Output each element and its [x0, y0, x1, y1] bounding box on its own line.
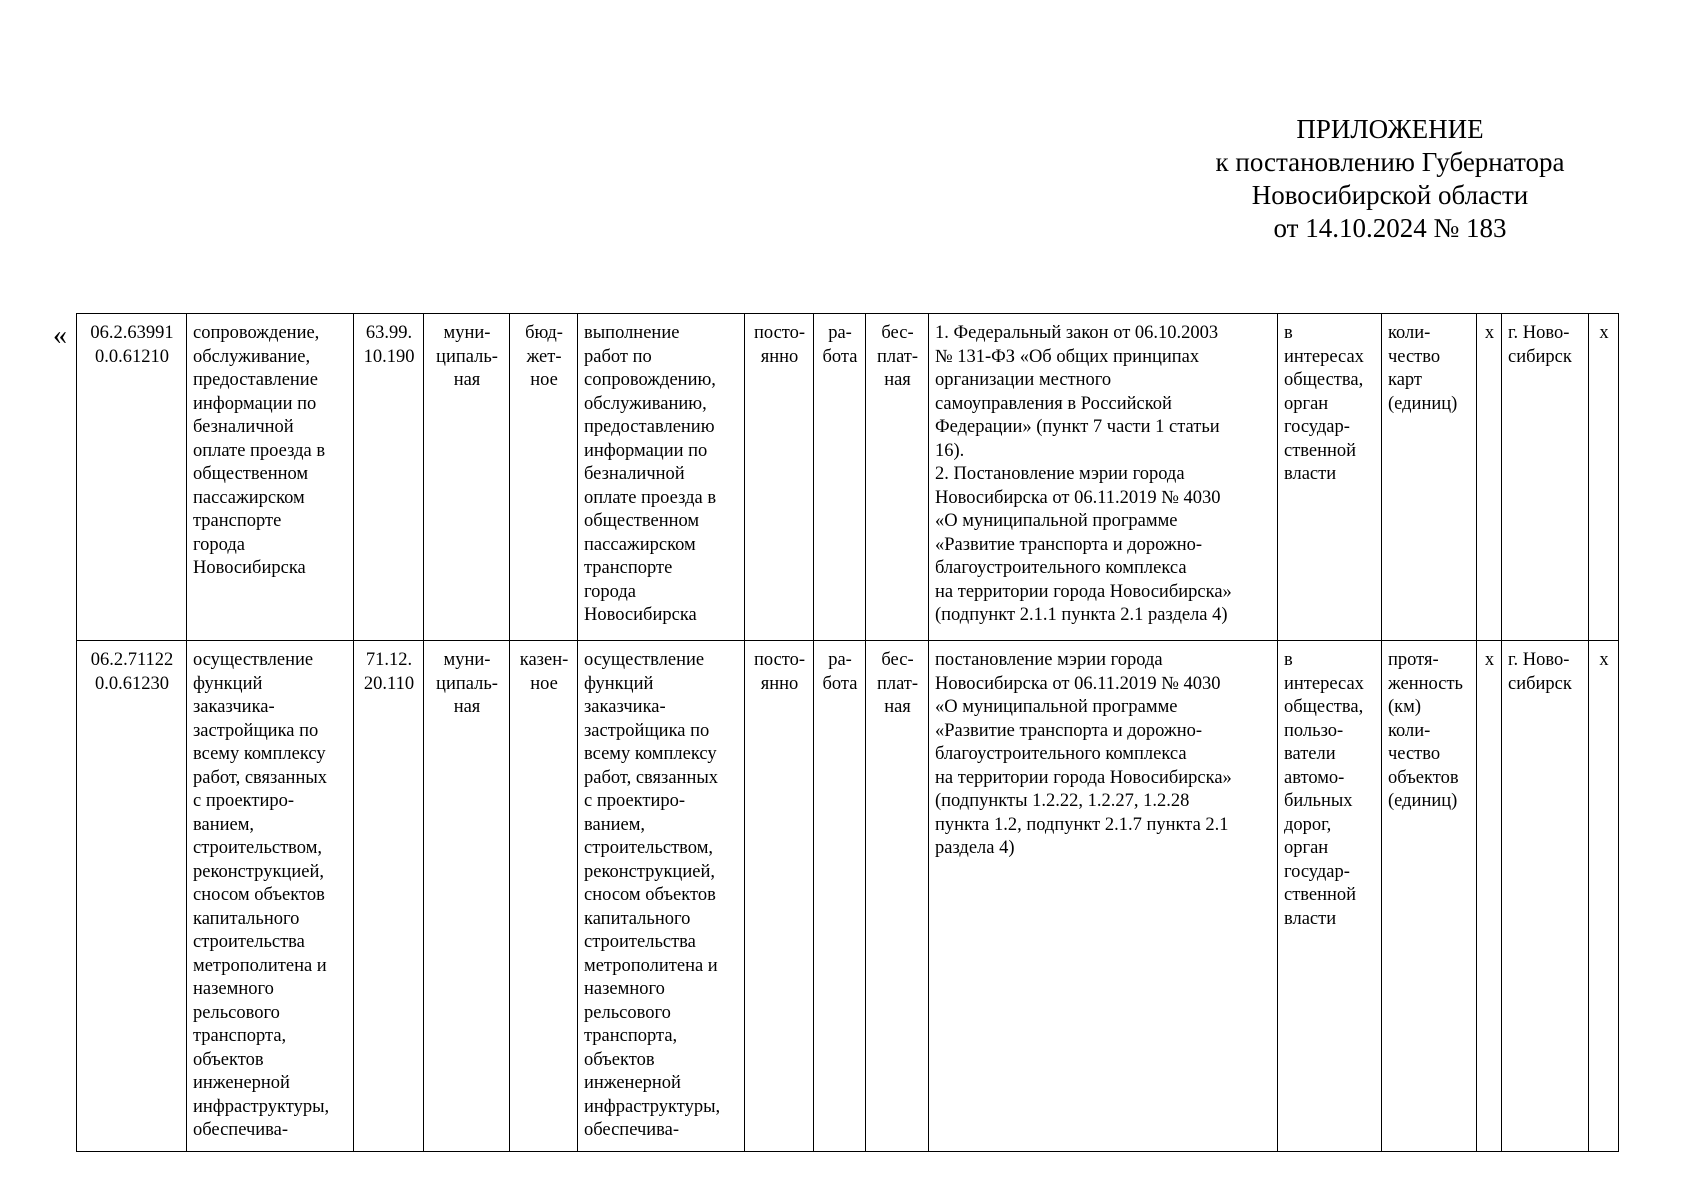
cell-period: посто- янно	[745, 641, 814, 1152]
cell-x-second: х	[1589, 314, 1619, 641]
cell-name: осуществление функций заказчика- застройщика по всему комплексу работ, связанных с проектиро- ванием, строительством, реконструкцией, сносом объектов капитального строительства метрополитена и наземного рельсового транспорта, объектов инженерной инфраструктуры, обеспечива-	[187, 641, 354, 1152]
document-header	[1180, 113, 1600, 245]
cell-okved: 71.12. 20.110	[354, 641, 424, 1152]
cell-indicator: коли- чество карт (единиц)	[1382, 314, 1477, 641]
cell-institution-type: казен- ное	[510, 641, 578, 1152]
cell-indicator: протя- женность (км) коли- чество объектов (единиц)	[1382, 641, 1477, 1152]
open-quote-mark: «	[53, 320, 67, 351]
header-title: ПРИЛОЖЕНИЕ	[1296, 114, 1484, 144]
cell-x-first: х	[1477, 641, 1502, 1152]
cell-consumers: в интересах общества, орган государ- ственной власти	[1278, 314, 1382, 641]
cell-level: муни- ципаль- ная	[424, 314, 510, 641]
cell-code: 06.2.71122 0.0.61230	[77, 641, 187, 1152]
cell-level: муни- ципаль- ная	[424, 641, 510, 1152]
cell-payment: бес- плат- ная	[866, 314, 929, 641]
cell-kind: ра- бота	[814, 641, 866, 1152]
cell-legal-basis: 1. Федеральный закон от 06.10.2003 № 131-ФЗ «Об общих принципах организации местного самоуправления в Российской Федерации» (пункт 7 части 1 статьи 16). 2. Постановление мэрии города Новосибирска от 06.11.2019 № 4030 «О муниципальной программе «Развитие транспорта и дорожно- благоустроительного комплекса на территории города Новосибирска» (подпункт 2.1.1 пункта 2.1 раздела 4)	[929, 314, 1278, 641]
cell-payment: бес- плат- ная	[866, 641, 929, 1152]
cell-place: г. Ново- сибирск	[1502, 314, 1589, 641]
header-region-line: Новосибирской области	[1251, 180, 1529, 210]
cell-place: г. Ново- сибирск	[1502, 641, 1589, 1152]
cell-name: сопровождение, обслуживание, предоставление информации по безналичной оплате проезда в общественном пассажирском транспорте города Новосибирска	[187, 314, 354, 641]
cell-x-first: х	[1477, 314, 1502, 641]
table-row	[77, 314, 1619, 641]
cell-content: выполнение работ по сопровождению, обслуживанию, предоставлению информации по безналичной оплате проезда в общественном пассажирском транспорте города Новосибирска	[578, 314, 745, 641]
table-row	[77, 641, 1619, 1152]
cell-consumers: в интересах общества, пользо- ватели автомо- бильных дорог, орган государ- ственной власти	[1278, 641, 1382, 1152]
cell-x-second: х	[1589, 641, 1619, 1152]
cell-content: осуществление функций заказчика- застройщика по всему комплексу работ, связанных с проектиро- ванием, строительством, реконструкцией, сносом объектов капитального строительства метрополитена и наземного рельсового транспорта, объектов инженерной инфраструктуры, обеспечива-	[578, 641, 745, 1152]
services-table	[76, 313, 1619, 1152]
cell-code: 06.2.63991 0.0.61210	[77, 314, 187, 641]
header-resolution-line: к постановлению Губернатора	[1215, 147, 1565, 177]
cell-okved: 63.99. 10.190	[354, 314, 424, 641]
cell-institution-type: бюд- жет- ное	[510, 314, 578, 641]
header-date-number: от 14.10.2024 № 183	[1273, 213, 1507, 243]
cell-period: посто- янно	[745, 314, 814, 641]
cell-kind: ра- бота	[814, 314, 866, 641]
cell-legal-basis: постановление мэрии города Новосибирска от 06.11.2019 № 4030 «О муниципальной программе «Развитие транспорта и дорожно- благоустроительного комплекса на территории города Новосибирска» (подпункты 1.2.22, 1.2.27, 1.2.28 пункта 1.2, подпункт 2.1.7 пункта 2.1 раздела 4)	[929, 641, 1278, 1152]
